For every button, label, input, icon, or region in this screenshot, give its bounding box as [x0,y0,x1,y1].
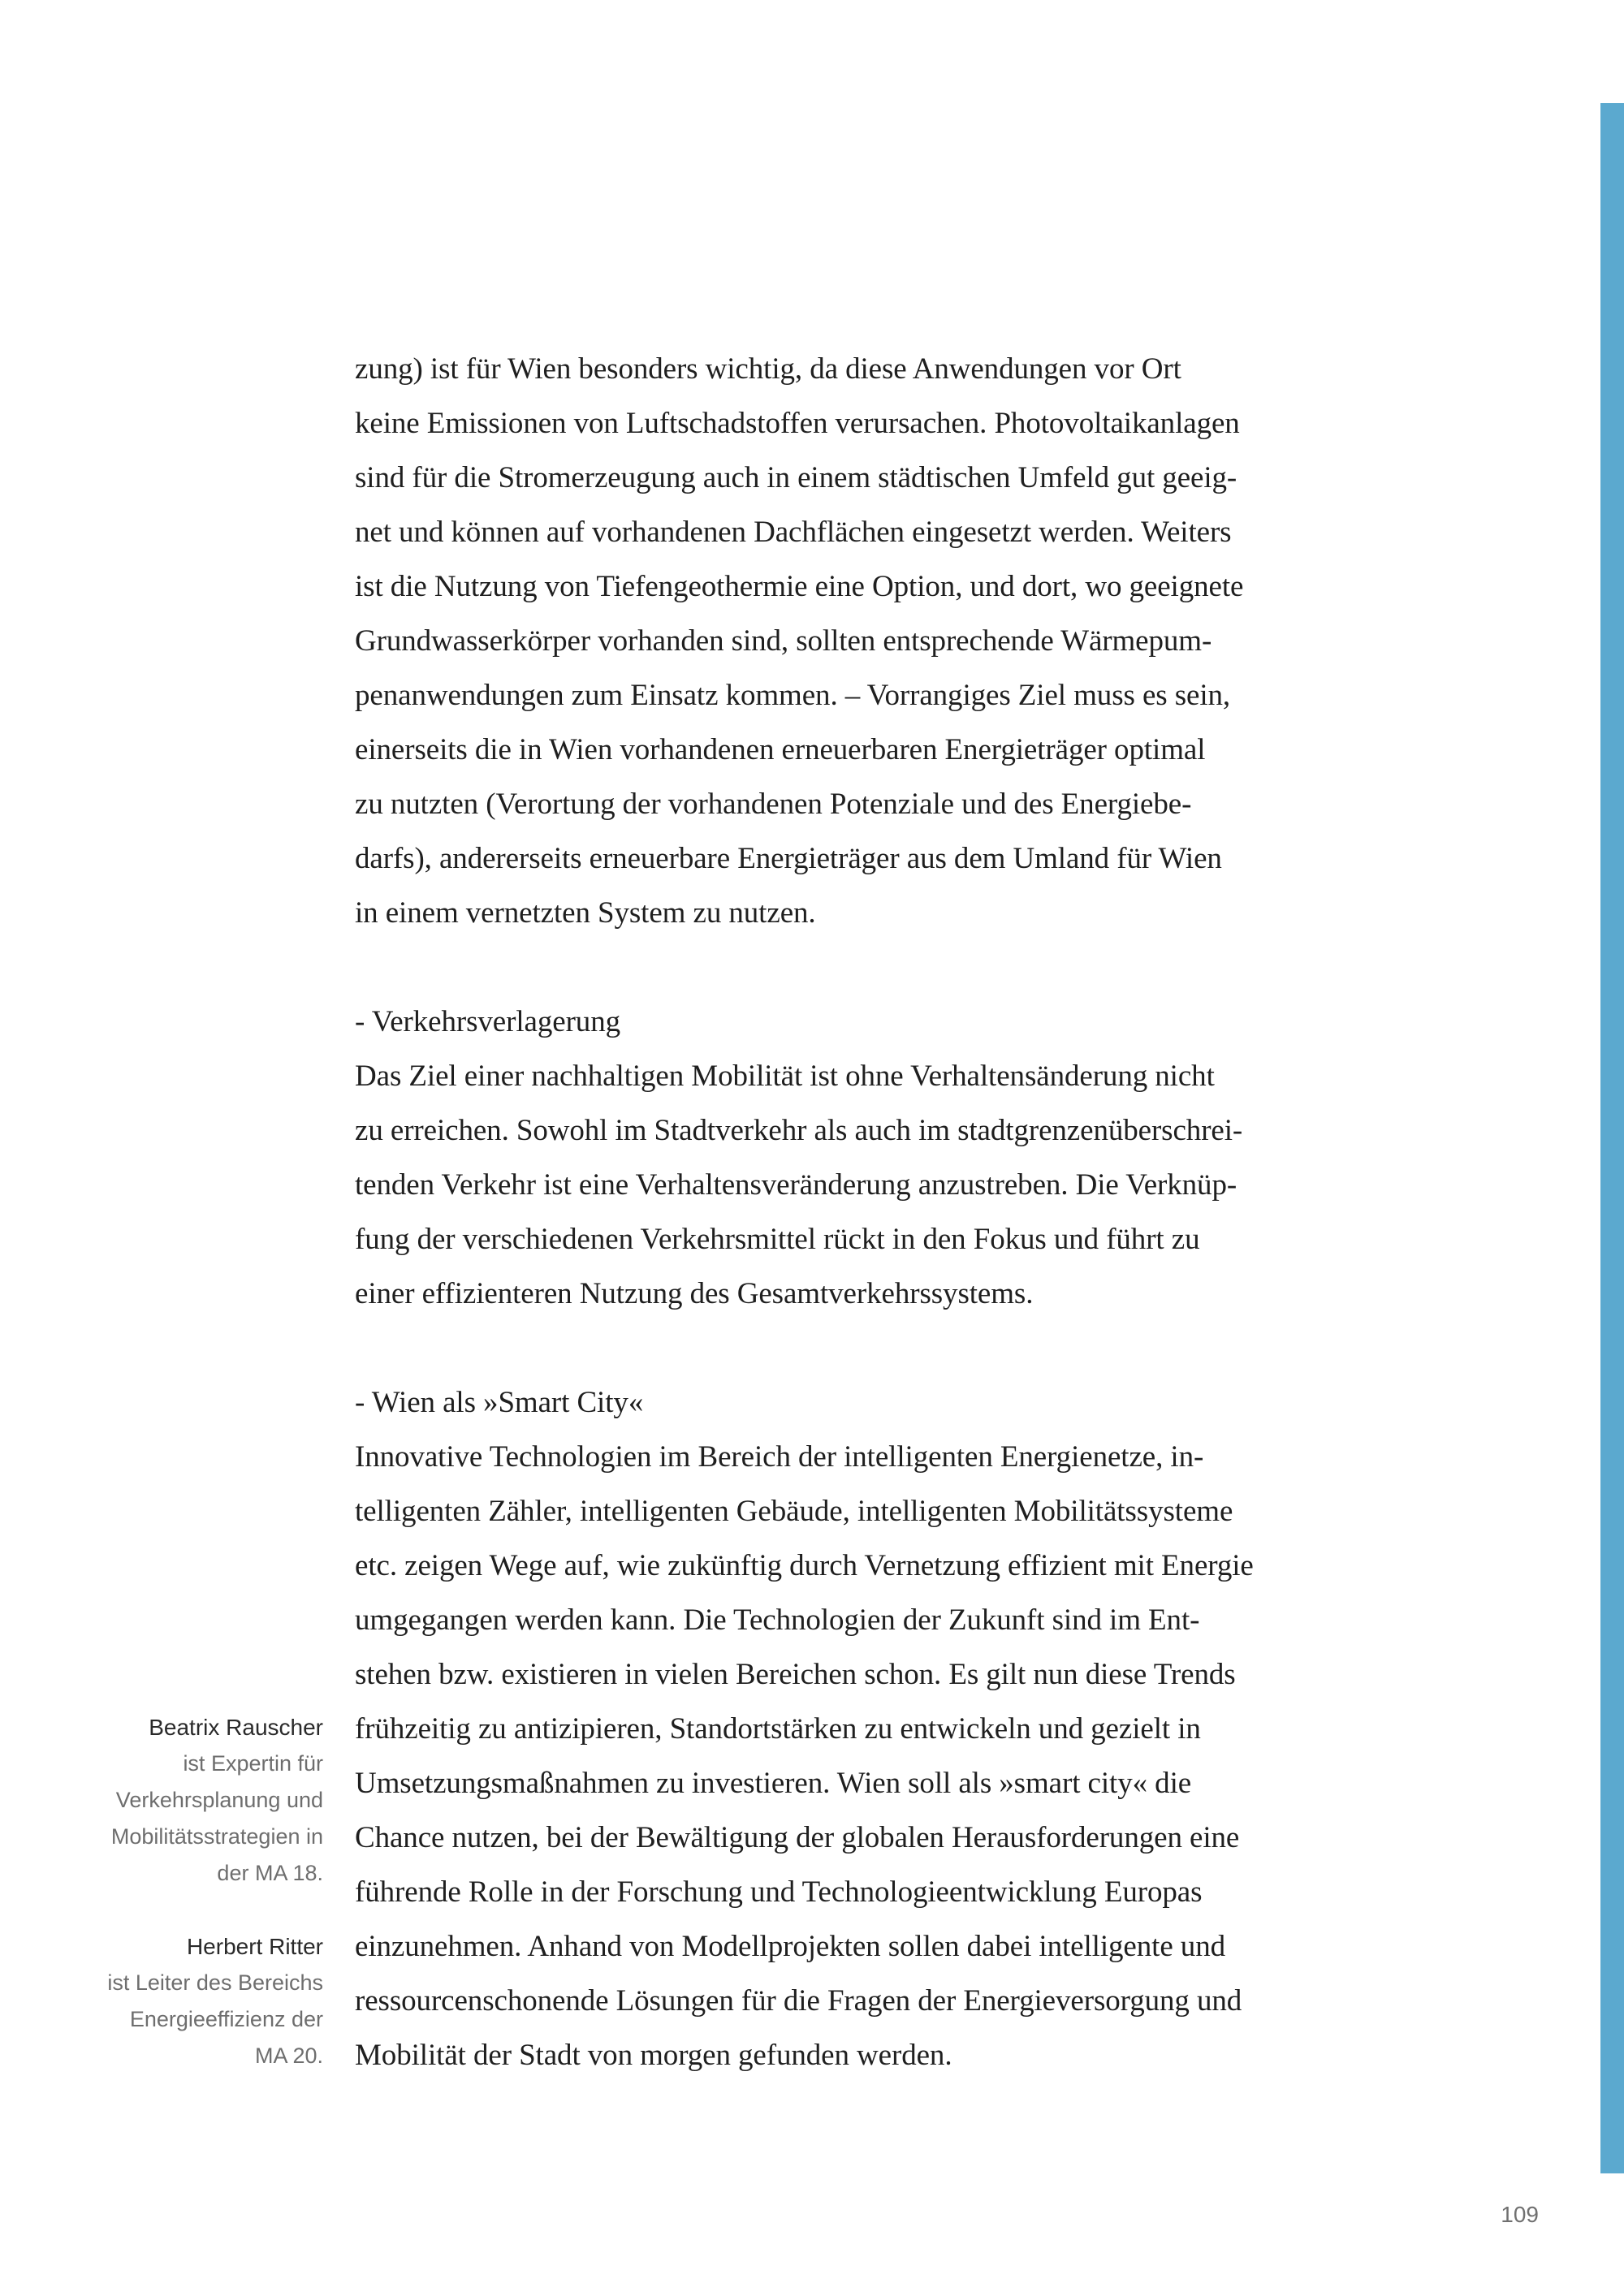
text-line: einerseits die in Wien vorhandenen erneuerbaren Energieträger optimal [355,733,1206,766]
section-heading-smart-city: - Wien als »Smart City« [355,1386,644,1419]
text-line: in einem vernetzten System zu nutzen. [355,896,816,930]
author-bio-line: ist Expertin für [183,1751,323,1776]
author-bio-line: der MA 18. [217,1861,323,1885]
author-bio-line: Mobilitätsstrategien in [110,1824,323,1849]
text-line: einzunehmen. Anhand von Modellprojekten sollen dabei intelligente und [355,1930,1226,1963]
text-line: zung) ist für Wien besonders wichtig, da diese Anwendungen vor Ort [355,352,1181,386]
text-line: etc. zeigen Wege auf, wie zukünftig durch Vernetzung effizient mit Energie [355,1549,1254,1582]
text-line: darfs), andererseits erneuerbare Energieträger aus dem Umland für Wien [355,842,1222,875]
text-line: Chance nutzen, bei der Bewältigung der globalen Herausforderungen eine [355,1821,1240,1854]
chapter-edge-bar [1600,103,1624,2173]
bio-spacer [49,1892,323,1928]
author-bio-line: Energieeffizienz der [129,2007,323,2031]
text-line: stehen bzw. existieren in vielen Bereichen schon. Es gilt nun diese Trends [355,1658,1236,1691]
text-line: ressourcenschonende Lösungen für die Fragen der Energieversorgung und [355,1984,1242,2018]
text-line: net und können auf vorhandenen Dachflächen eingesetzt werden. Weiters [355,516,1232,549]
text-line: frühzeitig zu antizipieren, Standortstärken zu entwickeln und gezielt in [355,1712,1201,1746]
text-line: zu erreichen. Sowohl im Stadtverkehr als auch im stadtgrenzenüberschrei- [355,1114,1243,1147]
author-bio-line: Verkehrsplanung und [115,1788,323,1812]
text-line: einer effizienteren Nutzung des Gesamtverkehrssystems. [355,1277,1034,1310]
text-line: fung der verschiedenen Verkehrsmittel rückt in den Fokus und führt zu [355,1223,1200,1256]
page-number: 109 [1501,2202,1539,2227]
article-body [355,342,1329,2082]
author-name: Beatrix Rauscher [149,1715,323,1740]
text-line: ist die Nutzung von Tiefengeothermie eine Option, und dort, wo geeignete [355,570,1244,603]
paragraph-energy [355,342,1329,940]
text-line: keine Emissionen von Luftschadstoffen verursachen. Photovoltaikanlagen [355,407,1240,440]
author-name: Herbert Ritter [186,1934,323,1959]
paragraph-smart-city [355,1430,1329,2082]
paragraph-mobility [355,1049,1329,1321]
text-line: penanwendungen zum Einsatz kommen. – Vorrangiges Ziel muss es sein, [355,679,1231,712]
text-line: Umsetzungsmaßnahmen zu investieren. Wien soll als »smart city« die [355,1767,1192,1800]
text-line: telligenten Zähler, intelligenten Gebäude, intelligenten Mobilitätssysteme [355,1495,1233,1528]
text-line: Das Ziel einer nachhaltigen Mobilität ist ohne Verhaltensänderung nicht [355,1060,1215,1093]
author-sidebar [49,1709,323,2074]
author-bio [49,1928,323,2074]
author-bio-line: MA 20. [254,2044,323,2068]
text-line: Grundwasserkörper vorhanden sind, sollten entsprechende Wärmepum- [355,624,1212,658]
text-line: tenden Verkehr ist eine Verhaltensveränderung anzustreben. Die Verknüp- [355,1168,1237,1202]
author-bio [49,1709,323,1892]
paragraph-spacer [355,940,1329,995]
text-line: zu nutzten (Verortung der vorhandenen Potenziale und des Energiebe- [355,788,1192,821]
paragraph-spacer [355,1321,1329,1375]
text-line: führende Rolle in der Forschung und Technologieentwicklung Europas [355,1875,1203,1909]
text-line: umgegangen werden kann. Die Technologien der Zukunft sind im Ent- [355,1603,1200,1637]
text-line: Innovative Technologien im Bereich der intelligenten Energienetze, in- [355,1440,1204,1474]
author-bio-line: ist Leiter des Bereichs [107,1970,323,1995]
text-line: Mobilität der Stadt von morgen gefunden werden. [355,2039,952,2072]
section-heading-verkehrsverlagerung: - Verkehrsverlagerung [355,1005,620,1038]
text-line: sind für die Stromerzeugung auch in einem städtischen Umfeld gut geeig- [355,461,1237,494]
